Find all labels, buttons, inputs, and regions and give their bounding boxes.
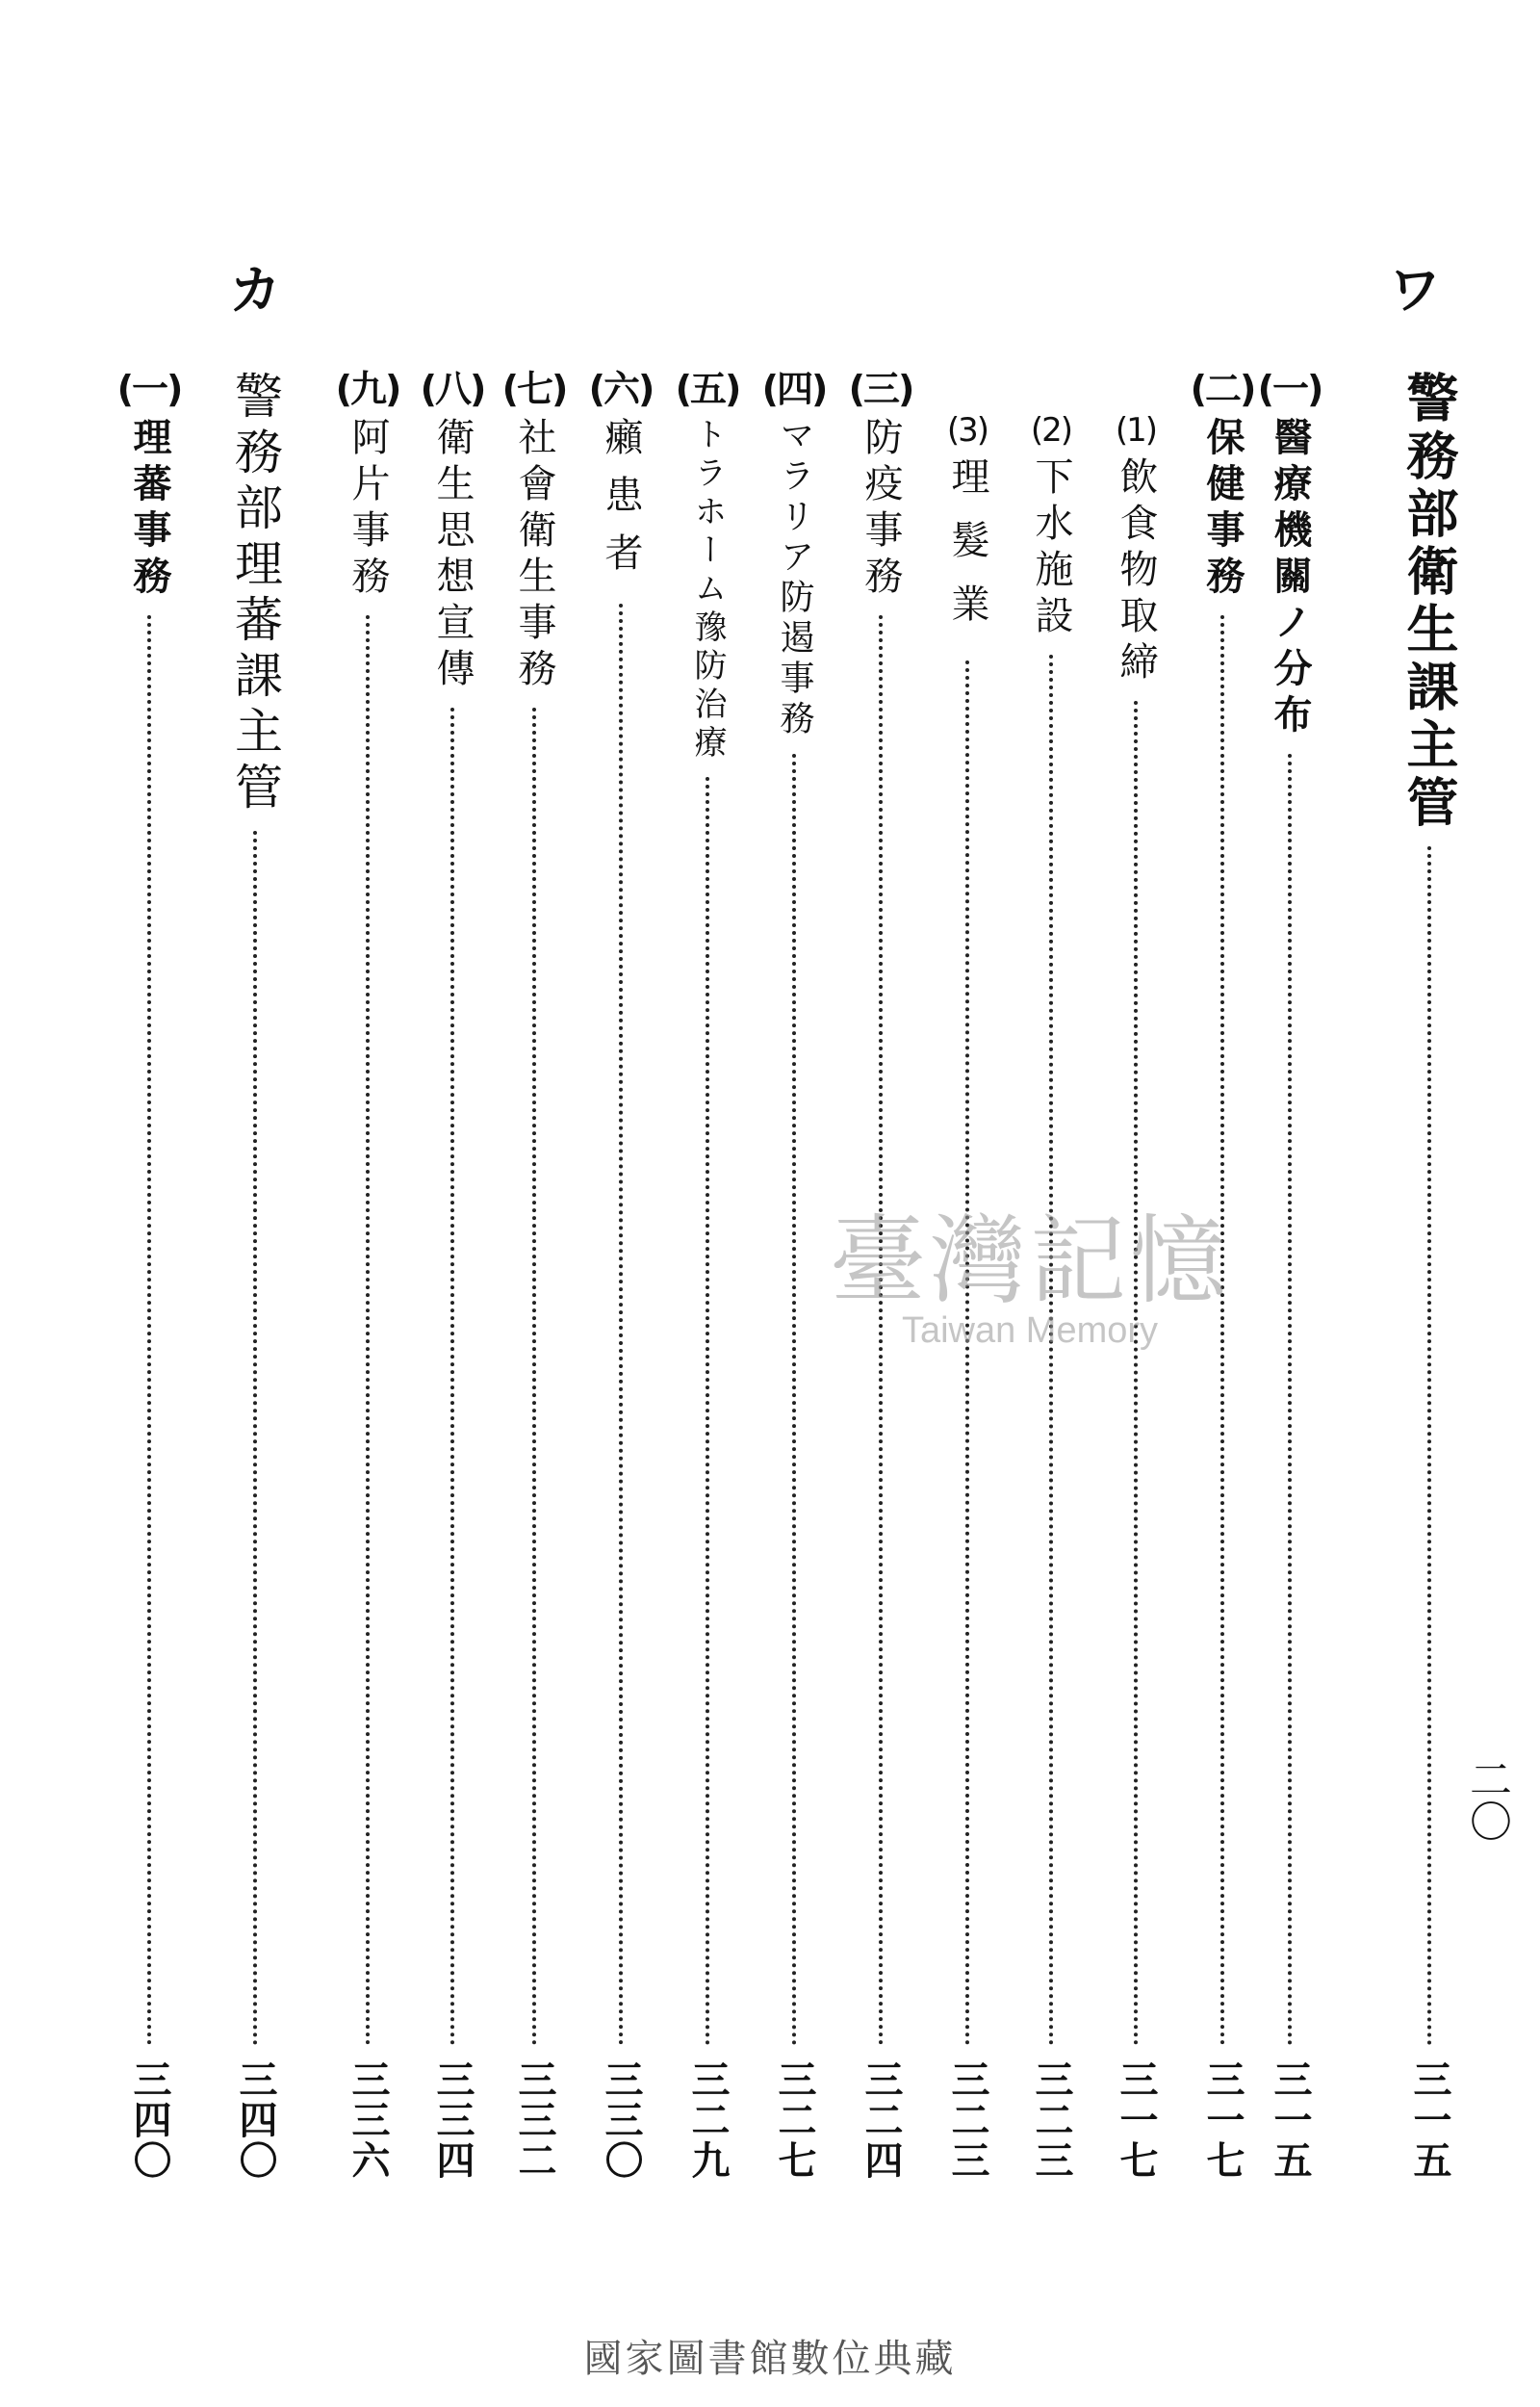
entry-title: トラホーム豫防治療 (688, 417, 727, 764)
page-number: 三一五 (1407, 2059, 1451, 2181)
page-number: 三四〇 (127, 2059, 171, 2181)
toc-entry[interactable] (420, 368, 485, 2181)
footer-credit: 國家圖書館數位典藏 (583, 2337, 957, 2381)
toc-entry[interactable] (588, 368, 654, 2181)
toc-entry[interactable] (116, 368, 182, 2181)
entry-title: 社會衛生事務 (512, 417, 556, 694)
section-kana-ka: カ (229, 260, 281, 321)
entry-title: 理蕃事務 (127, 417, 172, 602)
page-number: 三一七 (1114, 2059, 1158, 2181)
section-kana-wa: ワ (1389, 260, 1441, 321)
dot-leader (532, 708, 536, 2046)
page-number: 三三〇 (599, 2059, 643, 2181)
section-heading-column (221, 371, 289, 2181)
toc-entry[interactable] (501, 368, 567, 2181)
page-number: 三三六 (346, 2059, 390, 2181)
section-heading-column (1391, 371, 1468, 2181)
entry-number: (一) (116, 368, 182, 410)
entry-title: 理髮業 (945, 456, 989, 647)
entry-title: 衛生思想宣傳 (430, 417, 475, 694)
entry-number: (2) (1030, 411, 1072, 450)
watermark-english: Taiwan Memory (901, 1310, 1159, 1351)
dot-leader (450, 708, 454, 2046)
page-number: 三四〇 (233, 2059, 277, 2181)
entry-title: 飲食物取締 (1114, 456, 1158, 687)
entry-number: (三) (848, 368, 913, 410)
dot-leader (366, 615, 370, 2046)
entry-title: 醫療機關ノ分布 (1268, 417, 1313, 740)
entry-number: (3) (946, 411, 988, 450)
page-number: 三三二 (512, 2059, 556, 2181)
section-heading: 警務部衛生課主管 (1399, 371, 1460, 833)
entry-title: 癩患者 (599, 417, 643, 590)
entry-title: 保健事務 (1200, 417, 1245, 602)
entry-title: 下水施設 (1029, 456, 1073, 641)
dot-leader (1427, 846, 1431, 2046)
entry-number: (二) (1190, 368, 1255, 410)
page-number: 三二三 (1029, 2059, 1073, 2181)
page-number: 三三四 (430, 2059, 475, 2181)
entry-number: (六) (588, 368, 654, 410)
entry-title: マラリア防遏事務 (775, 417, 814, 740)
dot-leader (147, 615, 151, 2046)
toc-entry[interactable] (335, 368, 400, 2181)
dot-leader (706, 777, 709, 2046)
entry-number: (一) (1257, 368, 1322, 410)
entry-number: (1) (1115, 411, 1157, 450)
watermark-logo (760, 1204, 1299, 1401)
entry-number: (八) (420, 368, 485, 410)
entry-title: 阿片事務 (346, 417, 390, 602)
section-heading: 警務部理蕃課主管 (227, 371, 283, 817)
page-number: 三二三 (945, 2059, 989, 2181)
entry-number: (七) (501, 368, 567, 410)
page-number: 三二四 (859, 2059, 903, 2181)
dot-leader (619, 604, 623, 2046)
entry-number: (九) (335, 368, 400, 410)
entry-number: (四) (761, 368, 827, 410)
page-number: 三一七 (1200, 2059, 1245, 2181)
entry-number: (五) (675, 368, 740, 410)
page-number: 三一五 (1268, 2059, 1312, 2181)
entry-title: 防疫事務 (859, 417, 903, 602)
watermark-chinese: 臺灣記憶 (830, 1204, 1230, 1317)
page-number: 三二九 (685, 2059, 730, 2181)
dot-leader (253, 831, 257, 2046)
toc-entry[interactable] (675, 368, 740, 2181)
folio-page-number: 二〇 (1462, 1757, 1511, 1842)
page-number: 三二七 (772, 2059, 816, 2181)
